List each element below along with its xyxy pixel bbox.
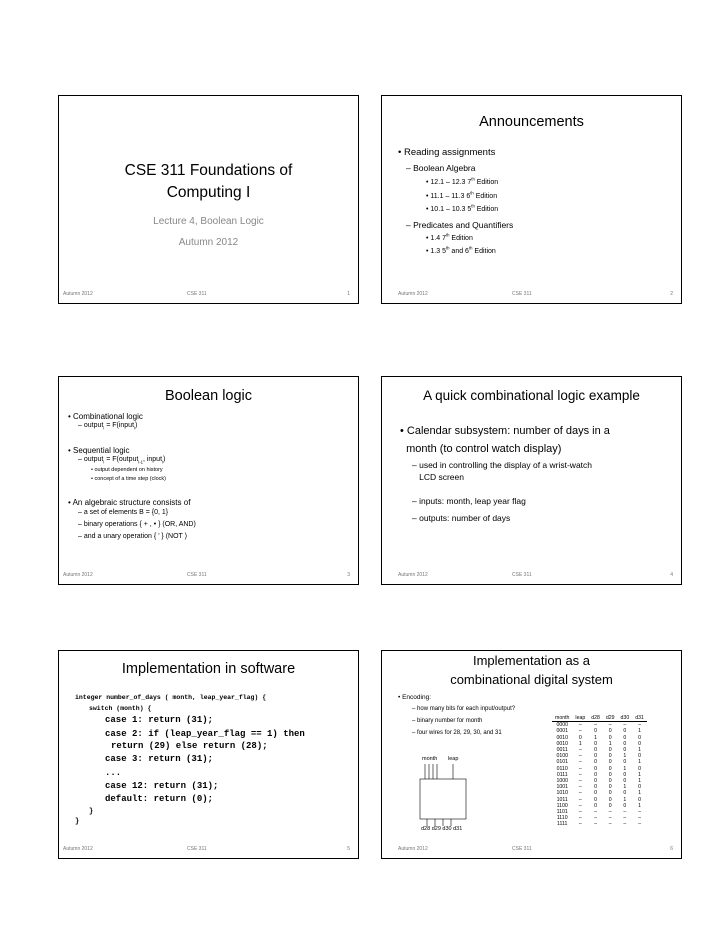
input-month-label: month <box>422 756 438 762</box>
table-cell: 0 <box>608 728 612 735</box>
table-header: d31 <box>632 715 647 722</box>
table-cell: 1010 <box>556 790 568 797</box>
code-line: case 3: return (31); <box>105 754 214 764</box>
sub-bullet-display: – used in controlling the display of a wrist-watch LCD screen <box>412 460 593 482</box>
table-cell: – <box>594 821 597 828</box>
table-header: d30 <box>618 715 633 722</box>
slide-5-footer-center: CSE 311 <box>187 846 207 852</box>
table-header: month <box>552 715 572 722</box>
unary-op-line: – and a unary operation { ’ } (NOT ) <box>78 533 187 540</box>
slide-6-footer-center: CSE 311 <box>512 846 532 852</box>
history-note: • output dependent on history <box>91 467 163 473</box>
table-cell: 0 <box>623 778 627 785</box>
binary-month: – binary number for month <box>412 718 483 724</box>
slide-4-footer-center: CSE 311 <box>512 572 532 578</box>
slide-3-footer-left: Autumn 2012 <box>63 572 93 578</box>
slide-2-footer-center: CSE 311 <box>512 291 532 297</box>
table-cell: – <box>578 722 582 729</box>
table-cell: – <box>638 821 641 828</box>
table-cell: – <box>623 722 627 729</box>
truth-table <box>552 715 647 828</box>
slide-1-subtitle-line2: Autumn 2012 <box>178 237 239 248</box>
table-cell: 1100 <box>556 802 568 809</box>
slide-6-page-number: 6 <box>670 846 673 852</box>
table-cell: – <box>638 809 641 816</box>
bullet-encoding: • Encoding: <box>398 694 432 701</box>
table-cell: – <box>608 722 612 729</box>
how-many-bits: – how many bits for each input/output? <box>412 706 516 712</box>
slide-6 <box>381 650 682 859</box>
slide-2 <box>381 95 682 304</box>
slide-5-page-number: 5 <box>347 846 350 852</box>
table-cell: 0101 <box>556 759 568 766</box>
table-cell: 0110 <box>556 765 568 772</box>
slide-5-title: Implementation in software <box>121 661 296 677</box>
sub-bullet-inputs: – inputs: month, leap year flag <box>412 496 526 506</box>
table-header: d29 <box>603 715 618 722</box>
binary-ops-line: – binary operations { + , • } (OR, AND) <box>78 521 196 528</box>
slide-6-title-line2: combinational digital system <box>450 672 613 687</box>
table-cell: – <box>578 765 582 772</box>
edition-item: • 11.1 – 11.3 6th Edition <box>426 190 498 200</box>
table-cell: 0 <box>608 802 612 809</box>
table-cell: 0 <box>594 765 597 772</box>
table-cell: 0 <box>608 759 612 766</box>
table-cell: 0 <box>638 765 641 772</box>
slide-4-title: A quick combinational logic example <box>423 388 640 403</box>
table-cell: 0 <box>608 765 612 772</box>
code-line: default: return (0); <box>105 794 214 804</box>
table-cell: 0 <box>638 796 641 803</box>
table-cell: 0 <box>594 728 597 735</box>
slide-1-title-line1: CSE 311 Foundations of <box>124 162 293 179</box>
table-cell: 0 <box>623 747 627 754</box>
table-cell: 0 <box>638 753 641 760</box>
sub-bullet-boolean-algebra: – Boolean Algebra <box>406 163 476 173</box>
table-cell: 1101 <box>556 809 568 816</box>
edition-item: • 1.3 5th and 6th Edition <box>426 245 496 255</box>
slide-4 <box>381 376 682 585</box>
table-cell: 0010 <box>556 740 568 747</box>
table-cell: – <box>578 821 582 828</box>
timestep-note: • concept of a time step (clock) <box>91 476 166 482</box>
table-cell: 0011 <box>556 747 568 754</box>
slide-1-footer-left: Autumn 2012 <box>63 291 93 297</box>
input-leap-label: leap <box>448 756 459 762</box>
slide-6-title-line1: Implementation as a <box>472 653 591 668</box>
table-cell: – <box>608 821 612 828</box>
code-line: case 12: return (31); <box>105 781 219 791</box>
code-line: ... <box>105 768 122 778</box>
table-cell: 0 <box>594 778 597 785</box>
table-row <box>552 821 647 827</box>
code-line: } <box>89 808 94 816</box>
table-cell: 1 <box>638 728 641 735</box>
table-cell: 0 <box>638 740 641 747</box>
table-cell: 0 <box>594 784 597 791</box>
slide-1-subtitle-line1: Lecture 4, Boolean Logic <box>153 216 264 227</box>
edition-item: • 1.4 7th Edition <box>426 232 473 242</box>
table-cell: 0 <box>608 771 612 778</box>
slide-2-page-number: 2 <box>670 291 673 297</box>
table-cell: 0 <box>623 734 627 741</box>
table-cell: – <box>578 778 582 785</box>
table-cell: 0 <box>608 790 612 797</box>
table-cell: 0 <box>623 728 627 735</box>
table-cell: 0010 <box>556 734 568 741</box>
slide-1-page-number: 1 <box>347 291 350 297</box>
table-cell: – <box>578 759 582 766</box>
table-cell: 1 <box>638 790 641 797</box>
table-cell: 1 <box>623 784 627 791</box>
sub-bullet-predicates: – Predicates and Quantifiers <box>406 220 514 230</box>
table-cell: – <box>578 728 582 735</box>
four-wires: – four wires for 28, 29, 30, and 31 <box>412 730 502 736</box>
table-cell: 0 <box>638 734 641 741</box>
table-cell: 0 <box>594 790 597 797</box>
table-cell: – <box>623 821 627 828</box>
table-cell: – <box>638 815 641 822</box>
bullet-sequential: • Sequential logic <box>68 446 130 455</box>
table-cell: 1 <box>638 759 641 766</box>
block-diagram-svg <box>418 753 488 835</box>
table-cell: 0 <box>594 740 597 747</box>
table-cell: 0 <box>578 734 582 741</box>
slide-3-title: Boolean logic <box>164 388 253 404</box>
table-cell: 0 <box>594 747 597 754</box>
table-header: d28 <box>588 715 603 722</box>
table-cell: 1 <box>623 796 627 803</box>
code-line: } <box>75 818 80 826</box>
table-cell: 0 <box>594 759 597 766</box>
slide-4-footer-left: Autumn 2012 <box>398 572 428 578</box>
slide-1-title-line2: Computing I <box>166 184 251 201</box>
code-line: return (29) else return (28); <box>111 741 268 751</box>
table-cell: 0001 <box>556 728 568 735</box>
table-cell: 0 <box>638 784 641 791</box>
table-cell: – <box>594 722 597 729</box>
table-cell: 0 <box>623 771 627 778</box>
table-cell: 1111 <box>557 821 568 828</box>
table-cell: 0 <box>594 771 597 778</box>
table-cell: 0 <box>623 790 627 797</box>
output-labels: d28 d29 d30 d31 <box>421 826 463 832</box>
truth-table-body <box>552 722 647 828</box>
block-diagram <box>418 753 488 835</box>
table-cell: – <box>578 771 582 778</box>
table-cell: 0 <box>608 753 612 760</box>
table-cell: – <box>578 753 582 760</box>
table-cell: – <box>608 815 612 822</box>
table-cell: – <box>578 784 582 791</box>
table-cell: 0 <box>594 796 597 803</box>
table-cell: 0 <box>608 747 612 754</box>
slide-5 <box>58 650 359 859</box>
code-line: case 1: return (31); <box>105 715 214 725</box>
code-line: switch (month) { <box>89 705 152 712</box>
table-cell: 1 <box>623 765 627 772</box>
table-cell: 1110 <box>556 815 568 822</box>
table-cell: – <box>608 809 612 816</box>
edition-item: • 10.1 – 10.3 5th Edition <box>426 203 499 213</box>
table-cell: 0111 <box>556 771 568 778</box>
table-row <box>552 722 647 729</box>
table-cell: 1 <box>608 740 612 747</box>
slide-6-footer-left: Autumn 2012 <box>398 846 428 852</box>
table-cell: 0 <box>608 778 612 785</box>
table-cell: 0 <box>623 740 627 747</box>
slide-2-footer-left: Autumn 2012 <box>398 291 428 297</box>
table-cell: 0 <box>594 802 597 809</box>
slide-3-page-number: 3 <box>347 572 350 578</box>
bullet-calendar: • Calendar subsystem: number of days in a month (to control watch display) <box>400 425 610 455</box>
table-cell: 0 <box>623 802 627 809</box>
slide-1 <box>58 95 359 304</box>
code-line: case 2: if (leap_year_flag == 1) then <box>105 729 305 739</box>
table-cell: – <box>594 815 597 822</box>
table-cell: 1001 <box>556 784 568 791</box>
table-cell: 0 <box>608 784 612 791</box>
table-cell: 1 <box>594 734 597 741</box>
slide-1-footer-center: CSE 311 <box>187 291 207 297</box>
table-cell: 1 <box>638 747 641 754</box>
table-cell: 0 <box>594 753 597 760</box>
bullet-combinational: • Combinational logic <box>68 412 143 421</box>
code-line: integer number_of_days ( month, leap_year_flag) { <box>75 694 267 701</box>
table-cell: 1 <box>638 778 641 785</box>
slide-5-footer-left: Autumn 2012 <box>63 846 93 852</box>
table-cell: – <box>578 809 582 816</box>
table-cell: – <box>623 815 627 822</box>
table-cell: – <box>623 809 627 816</box>
table-cell: – <box>594 809 597 816</box>
slide-4-page-number: 4 <box>670 572 673 578</box>
edition-item: • 12.1 – 12.3 7th Edition <box>426 176 499 186</box>
table-cell: 1 <box>638 771 641 778</box>
table-cell: 1 <box>638 802 641 809</box>
table-cell: – <box>578 747 582 754</box>
bullet-algebraic: • An algebraic structure consists of <box>68 498 191 507</box>
table-header: leap <box>572 715 588 722</box>
table-cell: 0100 <box>556 753 568 760</box>
table-cell: 0 <box>608 796 612 803</box>
table-cell: 1000 <box>556 778 568 785</box>
slide-3-footer-center: CSE 311 <box>187 572 207 578</box>
table-cell: 0 <box>608 734 612 741</box>
table-cell: – <box>578 796 582 803</box>
table-cell: 1011 <box>556 796 568 803</box>
table-cell: – <box>638 722 641 729</box>
table-cell: – <box>578 790 582 797</box>
table-cell: – <box>578 815 582 822</box>
bullet-reading: • Reading assignments <box>398 147 496 158</box>
table-cell: – <box>578 802 582 809</box>
table-cell: 0 <box>623 759 627 766</box>
slide-2-title: Announcements <box>479 114 584 130</box>
table-cell: 1 <box>623 753 627 760</box>
sub-bullet-outputs: – outputs: number of days <box>412 513 511 523</box>
combinational-eq: – output$_i$ = F(input$_i$) <box>78 422 138 431</box>
slide-3 <box>58 376 359 585</box>
table-cell: 1 <box>578 740 582 747</box>
elements-line: – a set of elements B = {0, 1} <box>78 509 169 516</box>
table-cell: 0000 <box>556 722 568 729</box>
sequential-eq: – output$_i$ = F(output$_{i-1}$, input$_i$) <box>78 456 166 465</box>
